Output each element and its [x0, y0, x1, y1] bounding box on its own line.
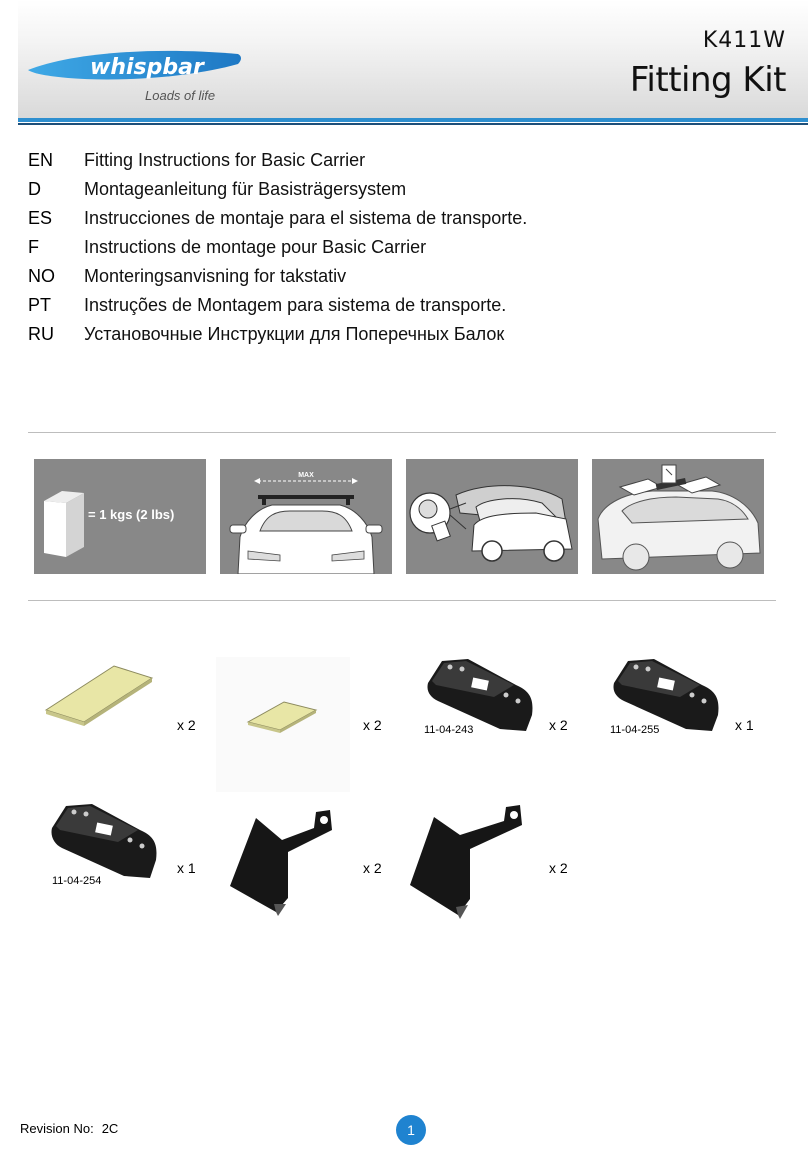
part-qty: x 2	[363, 860, 382, 876]
language-row	[28, 291, 527, 320]
revision-number: 2C	[101, 1121, 119, 1136]
large-pad-illustration	[40, 662, 160, 728]
language-list	[28, 146, 527, 349]
weight-label: = 1 kgs (2 lbs)	[88, 507, 175, 522]
tape-measure-panel	[406, 459, 578, 574]
language-code: D	[28, 179, 41, 199]
small-pad-illustration	[244, 696, 324, 736]
language-code: PT	[28, 295, 52, 315]
section-divider	[28, 432, 776, 433]
language-text: Instrucciones de montaje para el sistema de transporte.	[84, 208, 528, 228]
language-text: Установочные Инструкции для Поперечных Балок	[84, 324, 505, 344]
part-number: 11-04-254	[52, 875, 102, 887]
tape-measure-icon	[406, 459, 578, 574]
language-row	[28, 262, 527, 291]
header-accent-line-dark	[18, 123, 808, 125]
language-text: Instruções de Montagem para sistema de transporte.	[84, 295, 507, 315]
part-qty: x 2	[177, 717, 196, 733]
page-title: Fitting Kit	[629, 60, 786, 100]
language-code: EN	[28, 150, 54, 170]
kit-code: K411W	[702, 28, 786, 53]
language-row	[28, 233, 527, 262]
bracket-long-illustration	[408, 805, 528, 920]
language-text: Monteringsanvisning for takstativ	[84, 266, 347, 286]
language-code: NO	[28, 266, 55, 286]
language-text: Montageanleitung für Basisträgersystem	[84, 179, 407, 199]
header-accent-line	[18, 118, 808, 122]
language-text: Instructions de montage pour Basic Carrier	[84, 237, 427, 257]
language-code: F	[28, 237, 39, 257]
bracket-short-illustration	[228, 808, 348, 918]
foot-243-illustration	[422, 655, 542, 735]
language-row	[28, 146, 527, 175]
section-divider	[28, 600, 776, 601]
revision-info	[20, 1121, 118, 1136]
language-row	[28, 204, 527, 233]
brand-tagline: Loads of life	[145, 88, 216, 103]
part-qty: x 1	[735, 717, 754, 733]
max-spread-panel	[220, 459, 392, 574]
language-code: ES	[28, 208, 53, 228]
foot-254-illustration	[46, 800, 166, 882]
part-number: 11-04-243	[424, 724, 474, 736]
part-number: 11-04-255	[610, 724, 660, 736]
language-code: RU	[28, 324, 54, 344]
language-text: Fitting Instructions for Basic Carrier	[84, 150, 366, 170]
part-qty: x 2	[363, 717, 382, 733]
foot-255-illustration	[608, 655, 728, 735]
max-label: MAX	[298, 472, 314, 479]
part-qty: x 2	[549, 860, 568, 876]
brand-text: whispbar	[90, 55, 204, 80]
part-qty: x 2	[549, 717, 568, 733]
revision-label: Revision No:	[20, 1121, 94, 1136]
roof-pad-panel	[592, 459, 764, 574]
language-row	[28, 175, 527, 204]
car-roof-pads-icon	[592, 459, 764, 574]
language-row	[28, 320, 527, 349]
car-front-max-icon	[220, 459, 392, 574]
weight-panel	[34, 459, 206, 574]
page-number-badge: 1	[396, 1115, 426, 1145]
part-qty: x 1	[177, 860, 196, 876]
